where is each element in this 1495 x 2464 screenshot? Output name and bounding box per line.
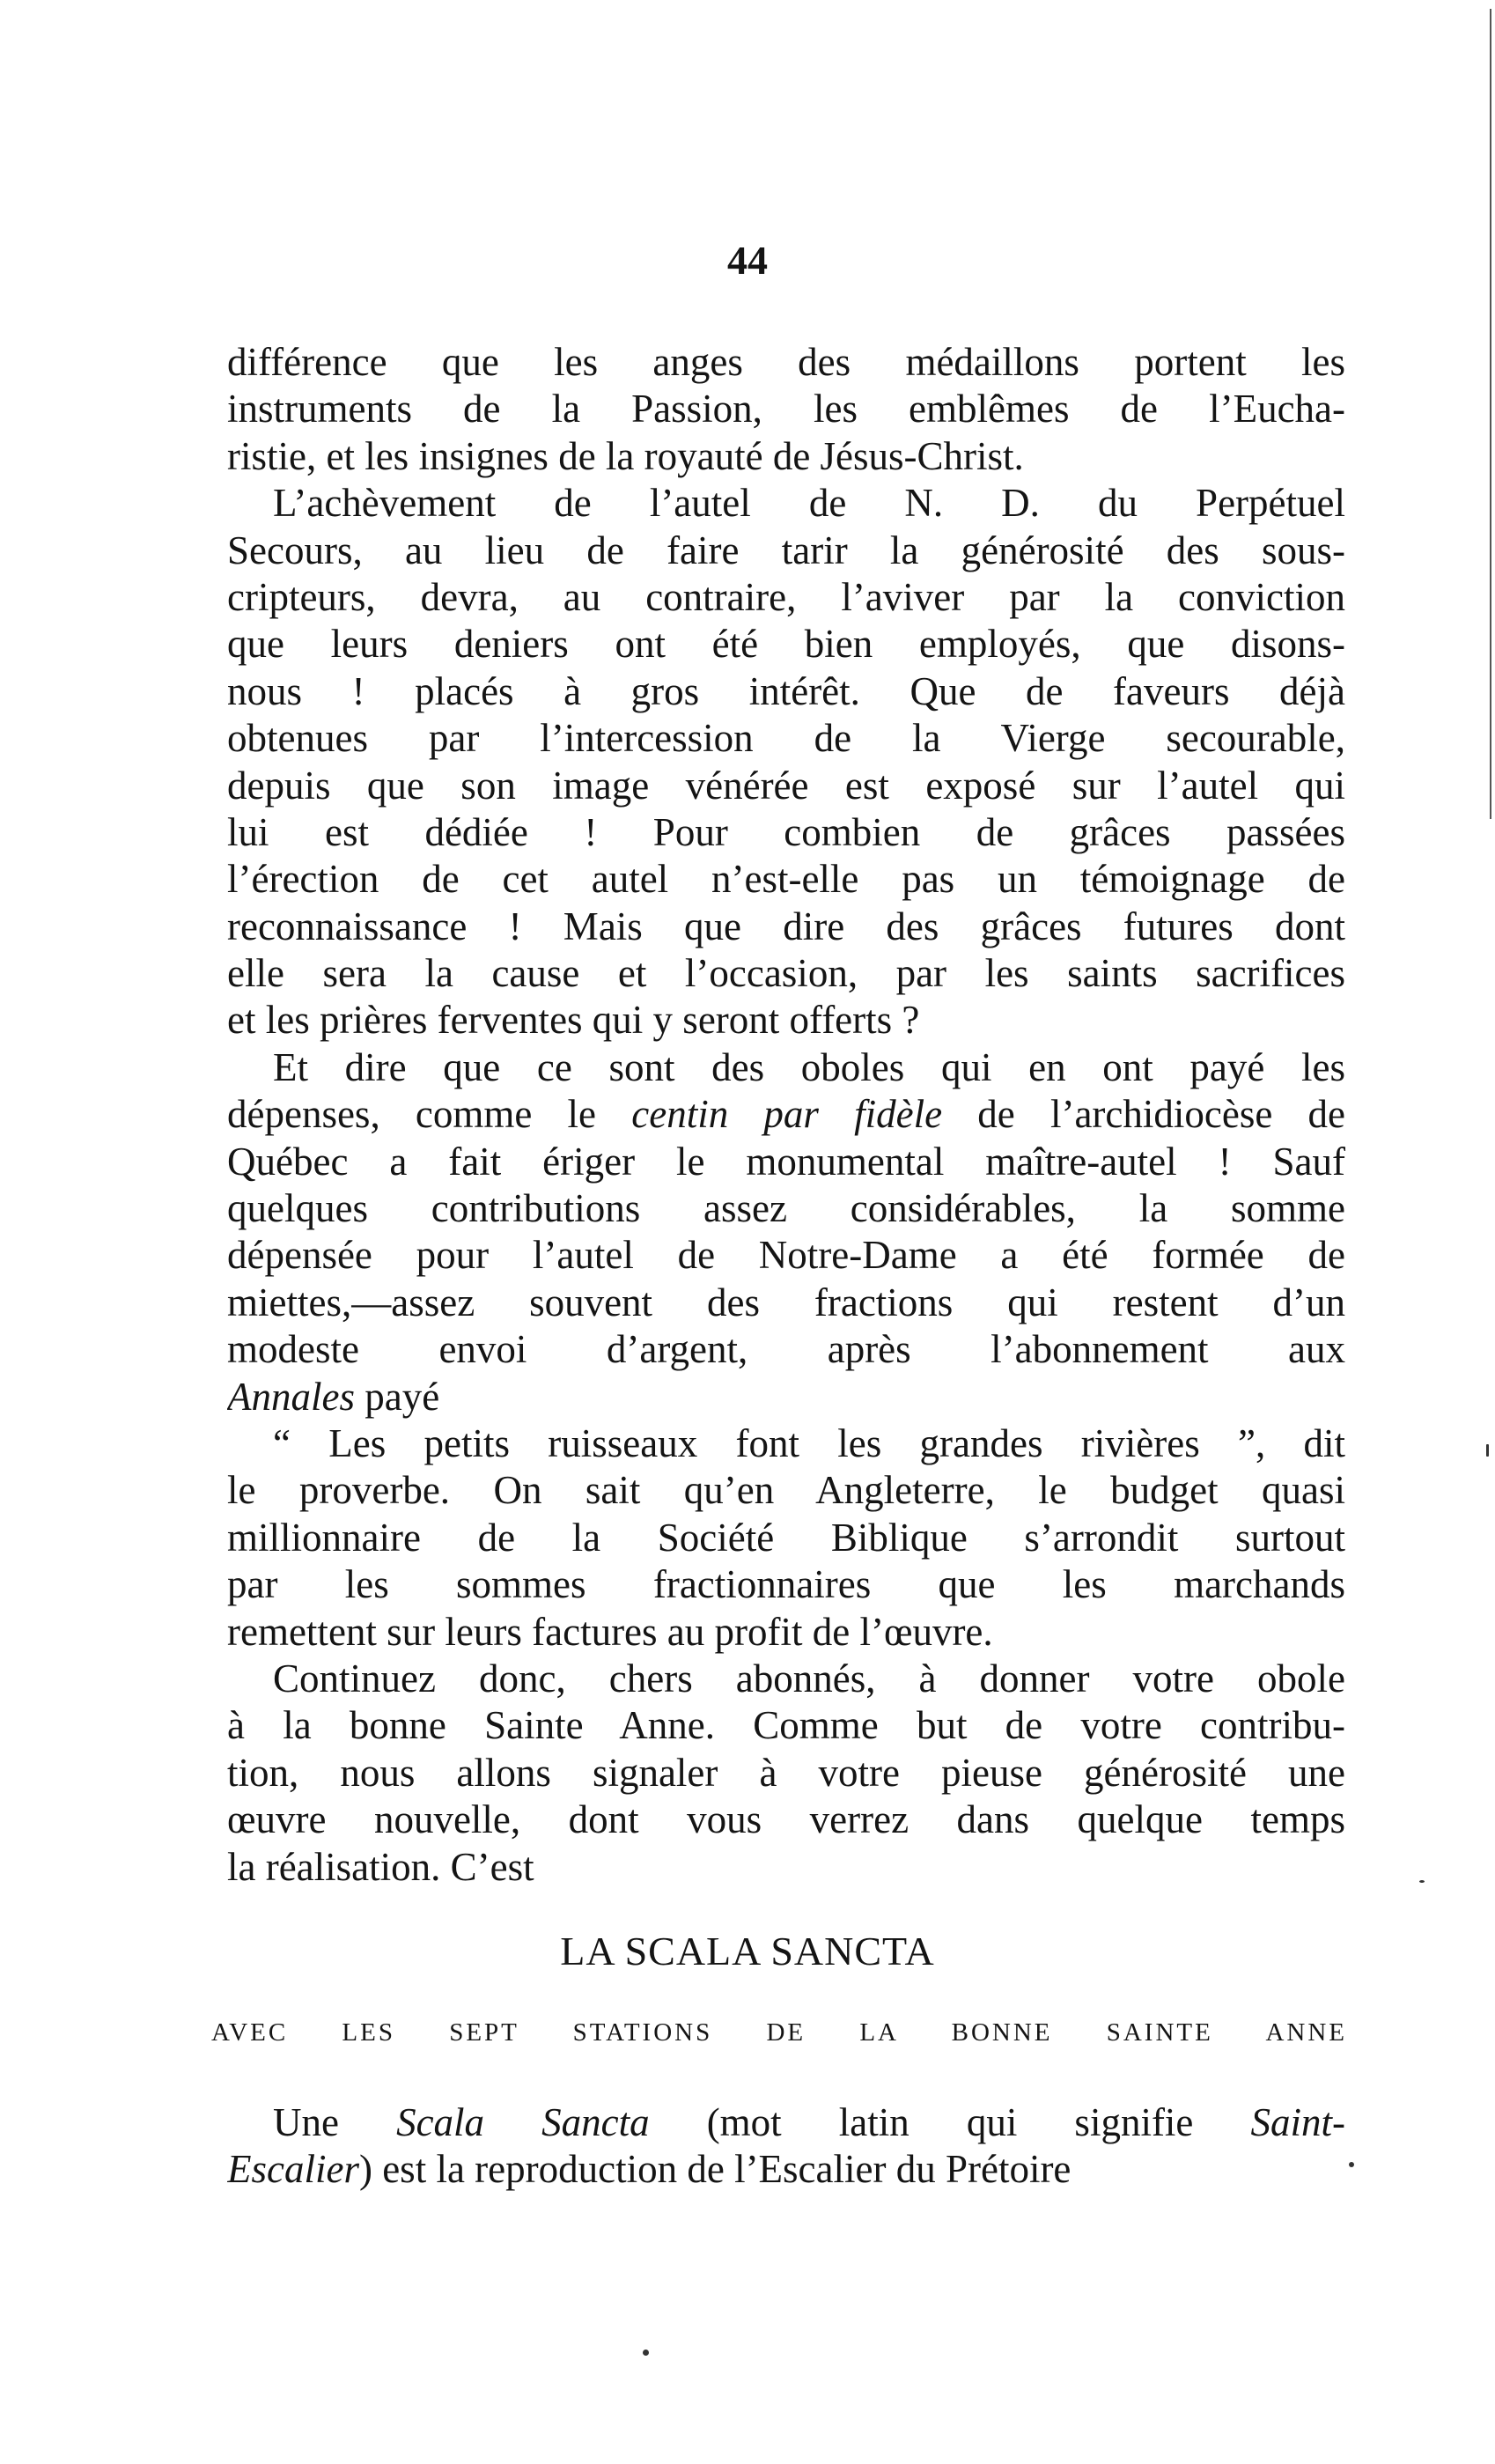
text-line: Annales payé	[227, 1374, 440, 1419]
text-line: reconnaissance ! Mais que dire des grâces futures dont	[227, 904, 1345, 948]
text-line: depuis que son image vénérée est exposé sur l’autel qui	[227, 763, 1345, 808]
text-line: dépenses, comme le centin par fidèle de l’archidiocèse de	[227, 1092, 1345, 1137]
section-subheading: AVEC LES SEPT STATIONS DE LA BONNE SAINTE ANNE	[211, 2018, 1347, 2047]
text-line: par les sommes fractionnaires que les marchands	[227, 1562, 1345, 1607]
scan-speck	[1486, 1444, 1489, 1457]
text-line: obtenues par l’intercession de la Vierge secourable,	[227, 716, 1345, 761]
text-line: quelques contributions assez considérables, la somme	[227, 1186, 1345, 1231]
text-line: lui est dédiée ! Pour combien de grâces passées	[227, 809, 1345, 854]
text-line: miettes,—assez souvent des fractions qui restent d’un	[227, 1280, 1345, 1324]
page-number: 44	[727, 238, 768, 283]
text-line: Québec a fait ériger le monumental maître-autel ! Sauf	[227, 1139, 1345, 1184]
text-line: Continuez donc, chers abonnés, à donner votre obole	[273, 1656, 1345, 1700]
text-line: et les prières ferventes qui y seront offerts ?	[227, 998, 920, 1043]
text-line: l’érection de cet autel n’est-elle pas un témoignage de	[227, 857, 1345, 902]
text-line: nous ! placés à gros intérêt. Que de faveurs déjà	[227, 668, 1345, 713]
text-line: Escalier) est la reproduction de l’Escalier du Prétoire	[227, 2147, 1072, 2192]
text-line: Et dire que ce sont des oboles qui en ont payé les	[273, 1044, 1345, 1089]
text-line: tion, nous allons signaler à votre pieuse générosité une	[227, 1750, 1345, 1795]
scan-speck	[1419, 1880, 1425, 1883]
scan-speck	[643, 2350, 649, 2356]
text-line: remettent sur leurs factures au profit de l’œuvre.	[227, 1609, 993, 1654]
scan-speck	[1349, 2162, 1354, 2167]
text-line: différence que les anges des médaillons portent les	[227, 340, 1345, 384]
body-text	[227, 339, 1345, 1891]
text-line: que leurs deniers ont été bien employés, que disons-	[227, 622, 1345, 667]
closing-paragraph	[227, 2099, 1345, 2194]
text-line: “ Les petits ruisseaux font les grandes rivières ”, dit	[273, 1420, 1345, 1465]
text-line: cripteurs, devra, au contraire, l’aviver par la conviction	[227, 574, 1345, 619]
text-line: elle sera la cause et l’occasion, par les saints sacrifices	[227, 951, 1345, 996]
text-line: à la bonne Sainte Anne. Comme but de votre contribu-	[227, 1703, 1345, 1748]
text-line: L’achèvement de l’autel de N. D. du Perpétuel	[273, 481, 1345, 526]
text-line: Une Scala Sancta (mot latin qui signifie Saint-	[273, 2100, 1345, 2144]
text-line: millionnaire de la Société Biblique s’arrondit surtout	[227, 1515, 1345, 1560]
text-line: œuvre nouvelle, dont vous verrez dans quelque temps	[227, 1797, 1345, 1842]
section-heading: LA SCALA SANCTA	[560, 1929, 935, 1973]
text-line: modeste envoi d’argent, après l’abonnement aux	[227, 1327, 1345, 1372]
text-line: ristie, et les insignes de la royauté de Jésus-Christ.	[227, 433, 1024, 478]
text-line: le proverbe. On sait qu’en Angleterre, le budget quasi	[227, 1468, 1345, 1513]
text-line: instruments de la Passion, les emblêmes de l’Eucha-	[227, 387, 1345, 432]
text-line: la réalisation. C’est	[227, 1844, 534, 1889]
text-line: dépensée pour l’autel de Notre-Dame a été formée de	[227, 1233, 1345, 1278]
text-line: Secours, au lieu de faire tarir la générosité des sous-	[227, 527, 1345, 572]
scan-margin-line	[1490, 9, 1491, 819]
